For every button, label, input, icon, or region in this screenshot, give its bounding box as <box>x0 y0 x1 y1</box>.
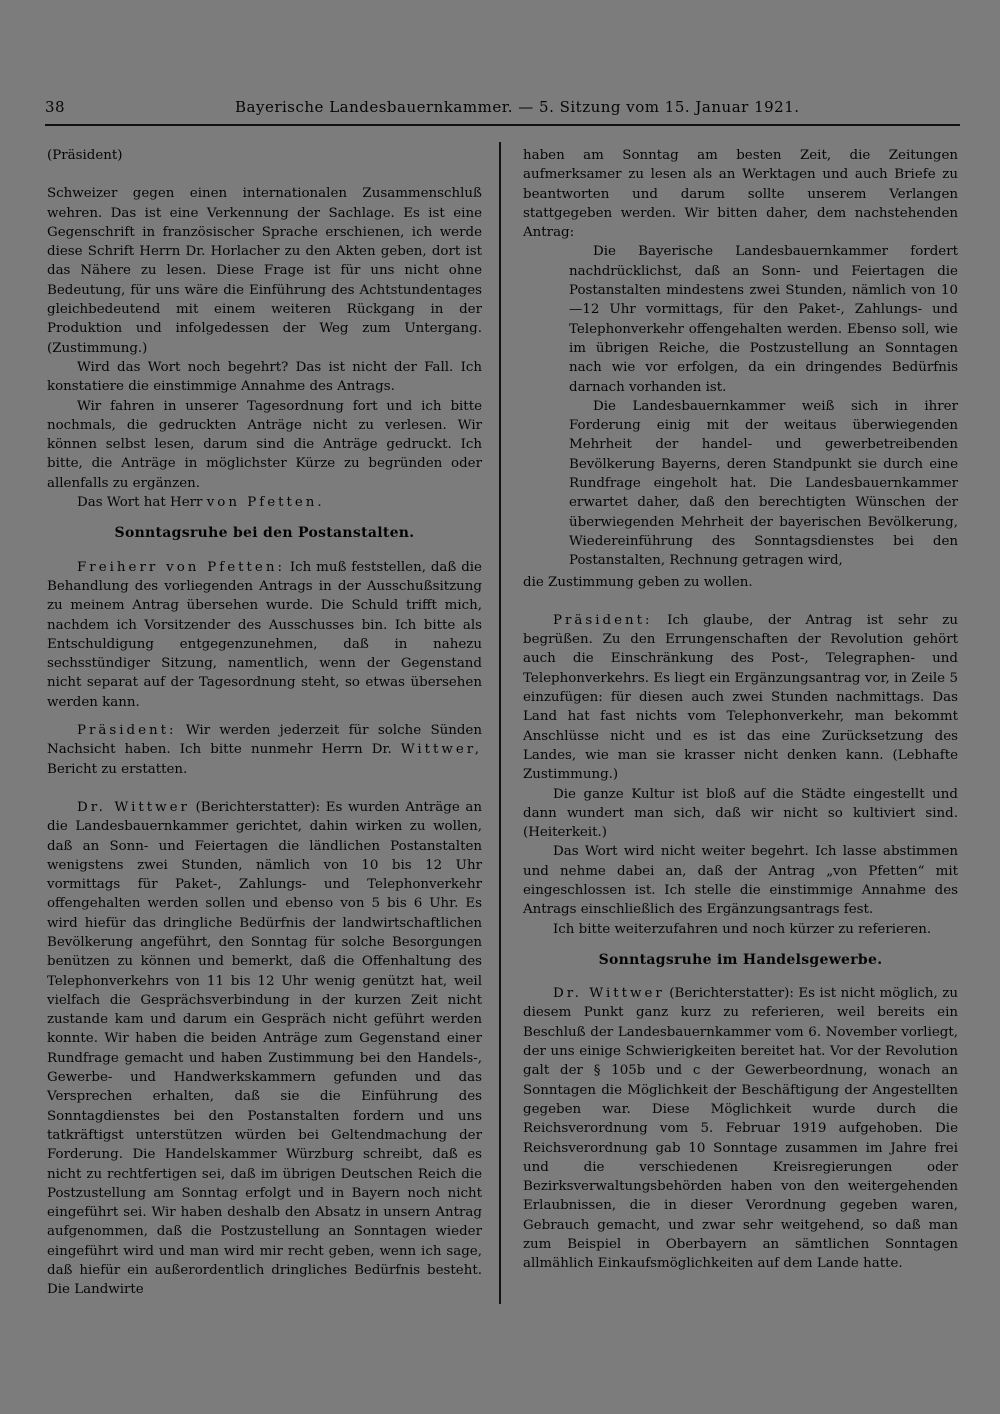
paragraph: haben am Sonntag am besten Zeit, die Zeitungen aufmerksamer zu lesen als an Werktagen und auch Briefe zu beantworten und darum sollte unserem Verlangen stattgegeben werden. Wir bitten daher, dem nachstehenden Antrag: <box>523 148 958 241</box>
column-divider <box>499 142 501 1304</box>
paragraph: Wird das Wort noch begehrt? Das ist nicht der Fall. Ich konstatiere die einstimmige Annahme des Antrags. <box>47 359 482 395</box>
quoted-motion: Die Landesbauernkammer weiß sich in ihrer Forderung einig mit der weitaus überwiegenden Mehrheit der handel- und gewerbetreibenden Bevölkerung Bayerns, deren Standpunkt sie durch eine Rundfrage eingeholt hat. Die Landesbauernkammer erwartet daher, daß den berechtigten Wünschen der überwiegenden Mehrheit der bayerischen Bevölkerung, Wiedereinführung des Sonntagsdienstes bei den Postanstalten, Rechnung getragen wird, <box>569 398 958 569</box>
page-number: 38 <box>45 98 66 116</box>
left-column <box>47 146 482 1300</box>
speaker-name: Präsident: <box>77 723 177 739</box>
speaker-name: von Pfetten. <box>206 495 325 511</box>
paragraph <box>523 984 958 1273</box>
paragraph: Schweizer gegen einen internationalen Zusammenschluß wehren. Das ist eine Verkennung der Sachlage. Es ist eine Gegenschrift in französischer Sprache erschienen, ich werde diese Schrift Herrn Dr. Horlacher zu den Akten geben, dort ist das Nähere zu lesen. Diese Frage ist für uns nicht ohne Bedeutung, für uns wäre die Einführung des Achtstundentages gleichbedeutend mit einem weiteren Rückgang in der Produktion und infolgedessen der Weg zum Untergang. (Zustimmung.) <box>47 186 482 356</box>
speaker-name: Dr. Wittwer <box>77 799 190 815</box>
right-column <box>523 146 958 1274</box>
paragraph <box>47 493 482 512</box>
paragraph: die Zustimmung geben zu wollen. <box>523 574 753 590</box>
section-heading: Sonntagsruhe bei den Postanstalten. <box>114 525 415 542</box>
speaker-name: Wittwer, <box>400 742 482 758</box>
speaker-tag: (Präsident) <box>47 148 123 163</box>
speaker-name: Dr. Wittwer <box>553 986 665 1002</box>
paragraph: Ich bitte weiterzufahren und noch kürzer zu referieren. <box>553 921 932 937</box>
paragraph <box>523 611 958 785</box>
speaker-name: Freiherr von Pfetten: <box>77 559 285 575</box>
text-run: Wir werden jederzeit für solche Sünden Nachsicht haben. Ich bitte nunmehr Herrn Dr. <box>47 723 482 758</box>
running-header <box>45 98 960 124</box>
paragraph: Die ganze Kultur ist bloß auf die Städte eingestellt und dann wundert man sich, daß wir nicht so kultiviert sind. (Heiterkeit.) <box>523 786 958 841</box>
text-run: (Berichterstatter): Es ist nicht möglich, zu diesem Punkt ganz kurz zu referieren, weil bereits ein Beschluß der Landesbauernkammer vom 6. November vorliegt, der uns einige Schwierigkeiten bereitet hat. Vor der Revolution galt der § 105b und c der Gewerbeordnung, wonach an Sonntagen die Möglichkeit der Beschäftigung der Angestellten gegeben war. Diese Möglichkeit wurde durch die Reichsverordnung vom 5. Februar 1919 aufgehoben. Die Reichsverordnung gab 10 Sonntage zusammen im Jahre frei und die verschiedenen Kreisregierungen oder Bezirksverwaltungsbehörden haben von den weitergehenden Erlaubnissen, die in dieser Verordnung gegeben waren, Gebrauch gemacht, und zwar sehr weitgehend, so daß man zum Beispiel in Oberbayern an sämtlichen Sonntagen allmählich Einkaufsmöglichkeiten auf dem Lande hatte. <box>523 986 958 1272</box>
quoted-motion: Die Bayerische Landesbauernkammer fordert nachdrücklichst, daß an Sonn- und Feiertagen die Postanstalten mindestens zwei Stunden, nämlich von 10—12 Uhr vormittags, für den Paket-, Zahlungs- und Telephonverkehr offengehalten werden. Ebenso soll, wie im übrigen Reiche, die Postzustellung an Sonntagen nach wie vor erfolgen, da ein dringendes Bedürfnis darnach vorhanden ist. <box>569 244 958 395</box>
header-rule <box>45 124 960 126</box>
paragraph <box>47 798 482 1300</box>
text-run: Ich glaube, der Antrag ist sehr zu begrüßen. Zu den Errungenschaften der Revolution gehört auch die Einschränkung des Post-, Telegraphen- und Telephonverkehrs. Es liegt ein Ergänzungsantrag vor, in Zeile 5 einzufügen: für diesen auch zwei Stunden nachmittags. Das Land hat fast nichts vom Telephonverkehr, man bekommt Anschlüsse nicht und es ist das eine Zurücksetzung des Landes, wie man sie krasser nicht denken kann. (Lebhafte Zustimmung.) <box>523 612 958 783</box>
text-run: Das Wort hat Herr <box>77 495 207 511</box>
text-run: Bericht zu erstatten. <box>47 761 188 777</box>
paragraph <box>47 721 482 779</box>
paragraph: Wir fahren in unserer Tagesordnung fort und ich bitte nochmals, die gedruckten Anträge nicht zu verlesen. Wir können selbst lesen, darum sind die Anträge gedruckt. Ich bitte, die Anträge in möglichster Kürze zu begründen oder allenfalls zu ergänzen. <box>47 398 482 491</box>
paragraph: Das Wort wird nicht weiter begehrt. Ich lasse abstimmen und nehme dabei an, daß der Antrag „von Pfetten“ mit eingeschlossen ist. Ich stelle die einstimmige Annahme des Antrags einschließlich des Ergänzungsantrags fest. <box>523 844 958 918</box>
speaker-name: Präsident: <box>553 612 653 628</box>
text-run: Ich muß feststellen, daß die Behandlung des vorliegenden Antrags in der Ausschußsitzung zu meinem Antrag übersehen wurde. Die Schuld trifft mich, nachdem ich Vorsitzender des Ausschusses bin. Ich bitte als Entschuldigung entgegenzunehmen, daß in nahezu sechsstündiger Sitzung, namentlich, wenn der Gegenstand nicht separat auf der Tagesordnung steht, so etwas übersehen werden kann. <box>47 559 482 710</box>
section-heading: Sonntagsruhe im Handelsgewerbe. <box>598 951 883 968</box>
paragraph <box>47 558 482 712</box>
running-title: Bayerische Landesbauernkammer. — 5. Sitzung vom 15. Januar 1921. <box>235 98 800 116</box>
text-run: (Berichterstatter): Es wurden Anträge an die Landesbauernkammer gerichtet, dahin wirken zu wollen, daß an Sonn- und Feiertagen die ländlichen Postanstalten wenigstens zwei Stunden, nämlich von 10 bis 12 Uhr vormittags für Paket-, Zahlungs- und Telephonverkehr offengehalten werden sollen und ebenso von 5 bis 6 Uhr. Es wird hiefür das dringliche Bedürfnis der landwirtschaftlichen Bevölkerung angeführt, den Sonntag für solche Besorgungen benützen zu können und bemerkt, daß die Offenhaltung des Telephonverkehrs von 11 bis 12 Uhr wenig genützt hat, weil vielfach die Gesprächsverbindung in der kurzen Zeit nicht zustande kam und darum ein Gespräch nicht geführt werden konnte. Wir haben die beiden Anträge zum Gegenstand einer Rundfrage gemacht und haben Zustimmung bei den Handels-, Gewerbe- und Handwerkskammern gefunden und das Versprechen erhalten, daß sie die Einführung des Sonntagdienstes bei den Postanstalten fordern und uns tatkräftigst unterstützen würden bei Geltendmachung der Forderung. Die Handelskammer Würzburg schreibt, daß es nicht zu rechtfertigen sei, daß im übrigen Deutschen Reich die Postzustellung am Sonntag erfolgt und in Bayern noch nicht eingeführt sei. Wir haben deshalb den Absatz in unsern Antrag aufgenommen, daß die Postzustellung an Sonntagen wieder eingeführt wird und man wird mir recht geben, wenn ich sage, daß hiefür ein außerordentlich dringliches Bedürfnis besteht. Die Landwirte <box>47 799 482 1298</box>
